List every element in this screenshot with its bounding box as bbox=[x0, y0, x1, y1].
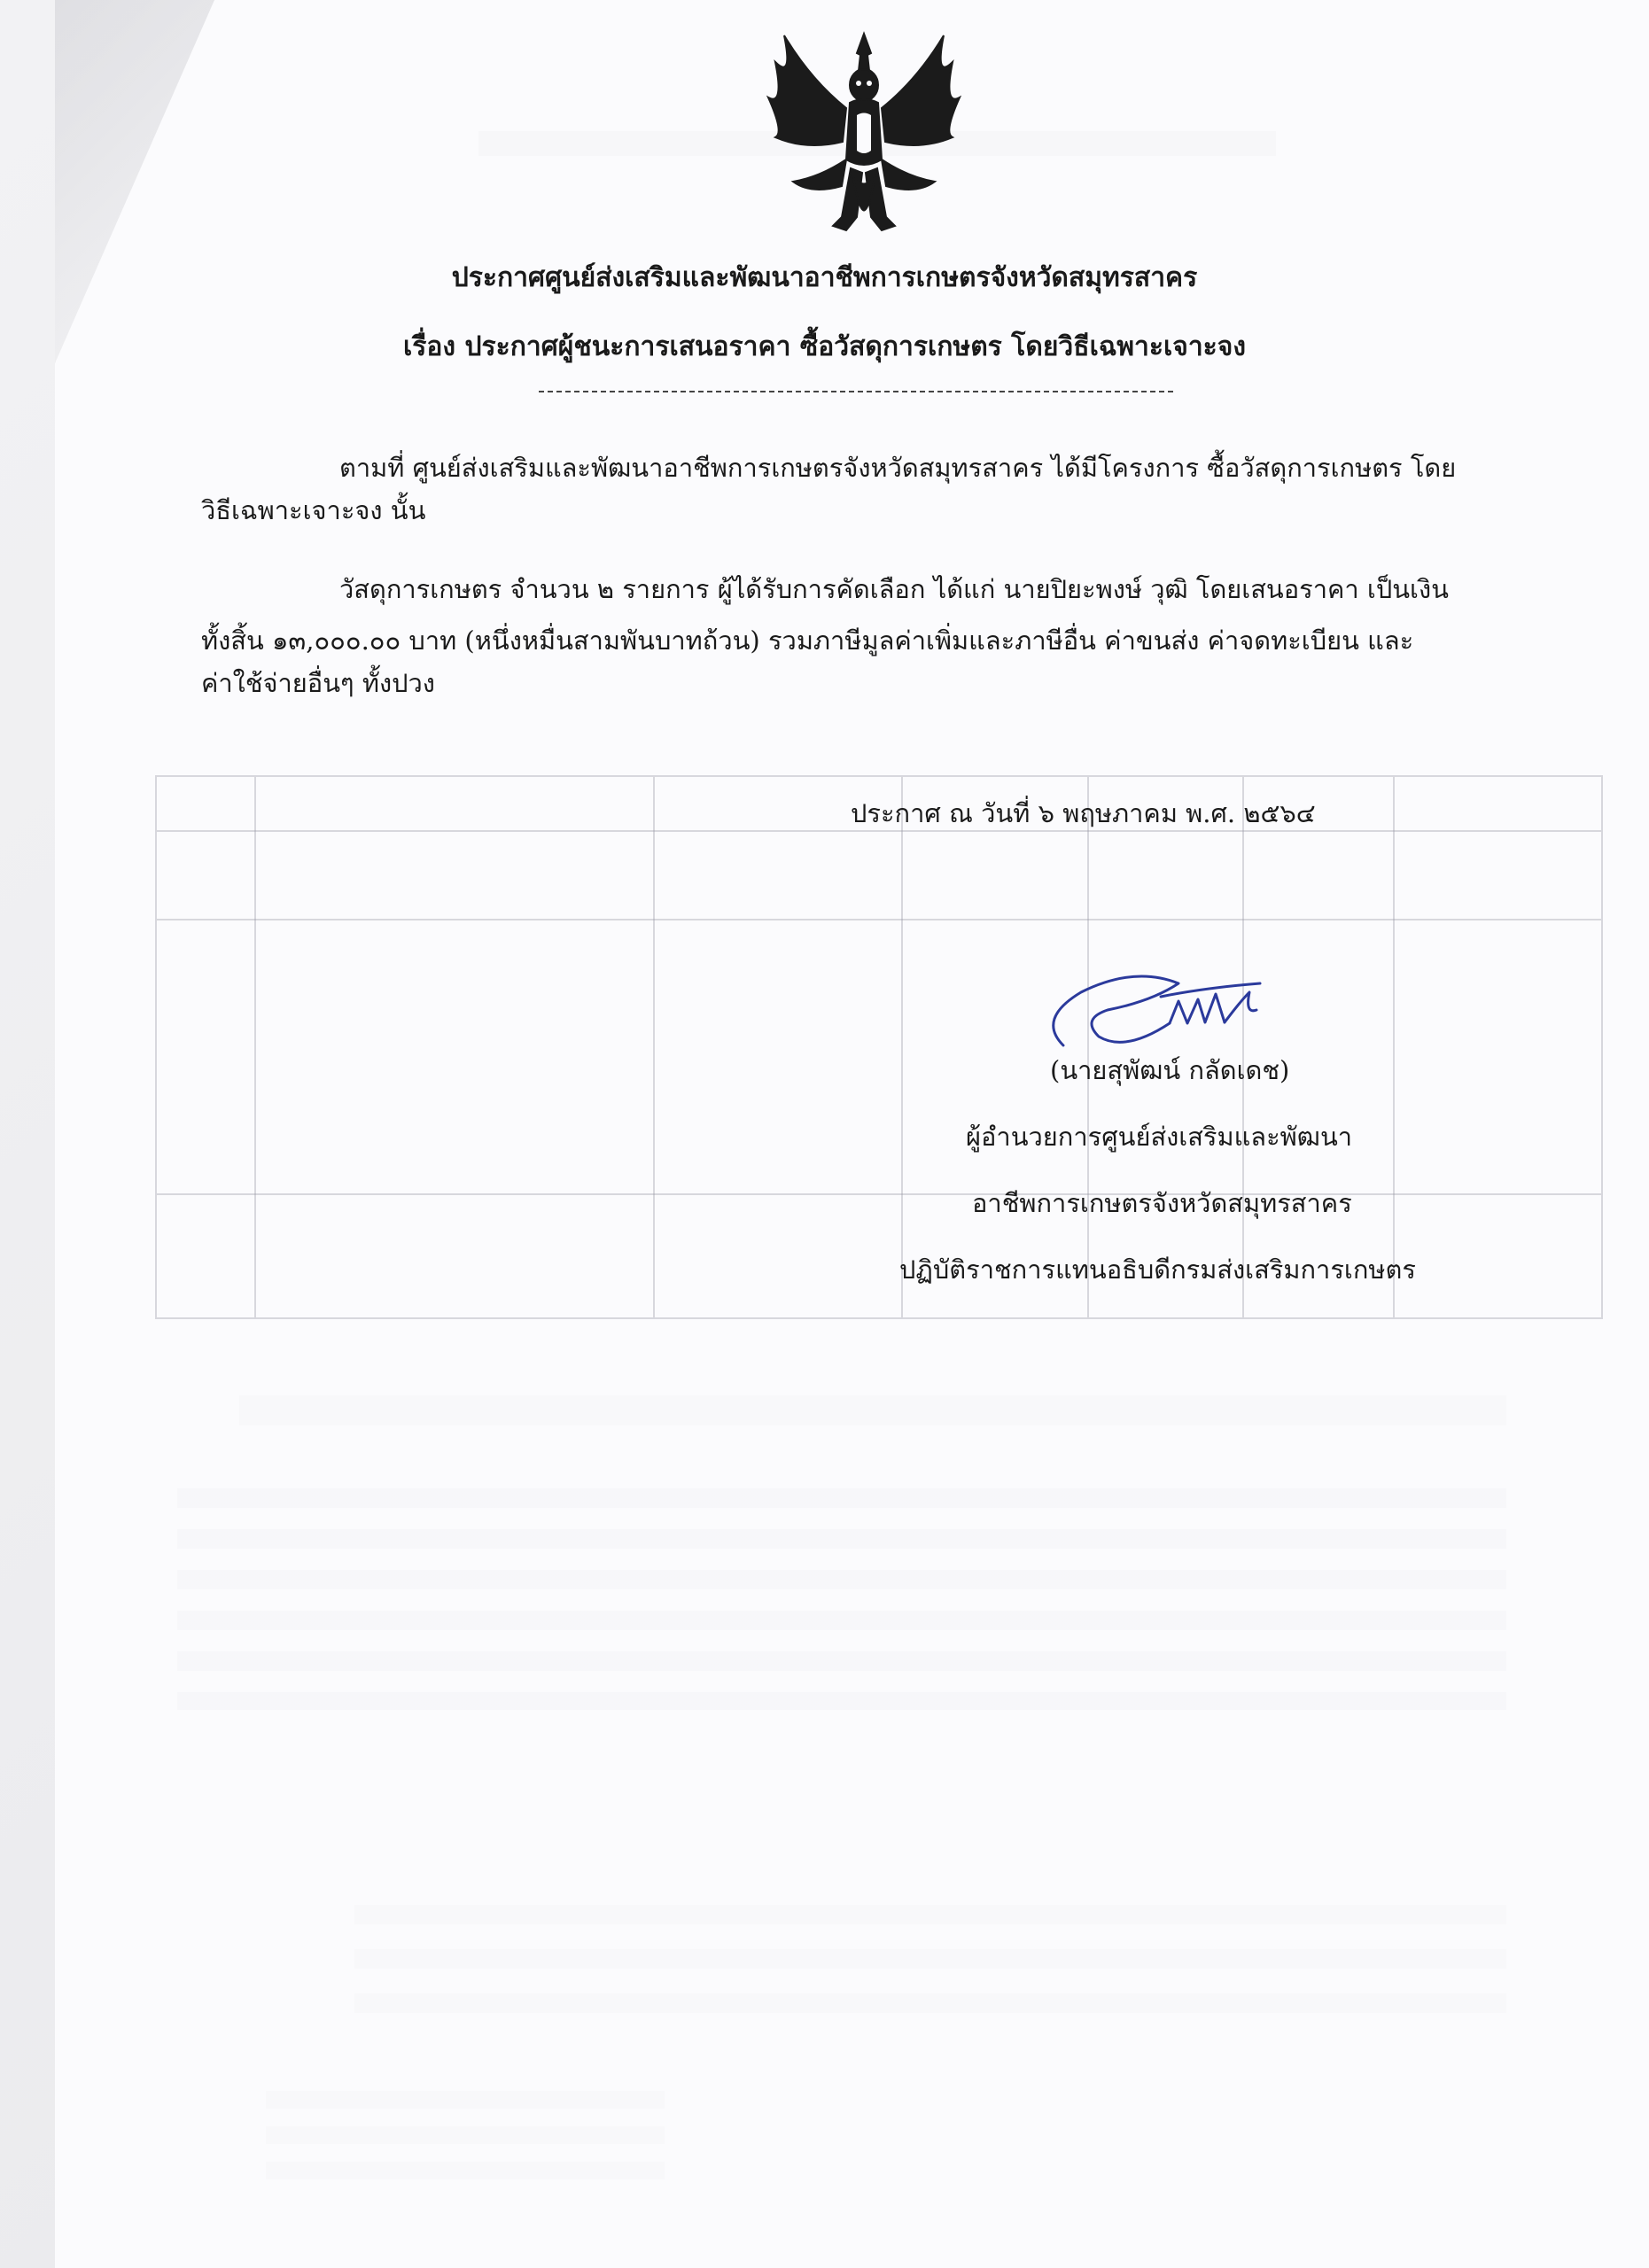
signatory-name: (นายสุพัฒน์ กลัดเดช) bbox=[1050, 1055, 1290, 1085]
paragraph-2-line-3: ค่าใช้จ่ายอื่นๆ ทั้งปวง bbox=[201, 668, 435, 698]
announcement-title: ประกาศศูนย์ส่งเสริมและพัฒนาอาชีพการเกษตรจังหวัดสมุทรสาคร bbox=[451, 262, 1198, 293]
bleed-through-text bbox=[354, 1905, 1506, 2038]
bleed-through-text bbox=[266, 2091, 665, 2197]
garuda-emblem-icon bbox=[758, 27, 970, 248]
paragraph-2-line-1: วัสดุการเกษตร จำนวน ๒ รายการ ผู้ได้รับการคัดเลือก ได้แก่ นายปิยะพงษ์ วุฒิ โดยเสนอราคา เป็นเงิน bbox=[339, 574, 1449, 604]
bleed-through-text bbox=[177, 1488, 1506, 1710]
signatory-position-line-2: อาชีพการเกษตรจังหวัดสมุทรสาคร bbox=[972, 1188, 1352, 1218]
signature-image bbox=[1028, 948, 1276, 1063]
paragraph-1-line-2: วิธีเฉพาะเจาะจง นั้น bbox=[201, 495, 426, 525]
announcement-subject: เรื่อง ประกาศผู้ชนะการเสนอราคา ซื้อวัสดุการเกษตร โดยวิธีเฉพาะเจาะจง bbox=[402, 331, 1247, 362]
bleed-through-table bbox=[155, 775, 1603, 1319]
paragraph-1-line-1: ตามที่ ศูนย์ส่งเสริมและพัฒนาอาชีพการเกษตรจังหวัดสมุทรสาคร ได้มีโครงการ ซื้อวัสดุการเกษตร โดย bbox=[339, 453, 1457, 483]
announcement-date: ประกาศ ณ วันที่ ๖ พฤษภาคม พ.ศ. ๒๕๖๔ bbox=[851, 798, 1316, 828]
paragraph-2-line-2: ทั้งสิ้น ๑๓,๐๐๐.๐๐ บาท (หนึ่งหมื่นสามพันบาทถ้วน) รวมภาษีมูลค่าเพิ่มและภาษีอื่น ค่าขนส่ง ค่าจดทะเบียน และ bbox=[201, 625, 1414, 656]
separator-line bbox=[539, 391, 1173, 392]
signatory-position-line-1: ผู้อำนวยการศูนย์ส่งเสริมและพัฒนา bbox=[966, 1122, 1353, 1152]
signatory-position-line-3: ปฏิบัติราชการแทนอธิบดีกรมส่งเสริมการเกษตร bbox=[899, 1254, 1416, 1285]
bleed-through-text bbox=[239, 1395, 1506, 1425]
